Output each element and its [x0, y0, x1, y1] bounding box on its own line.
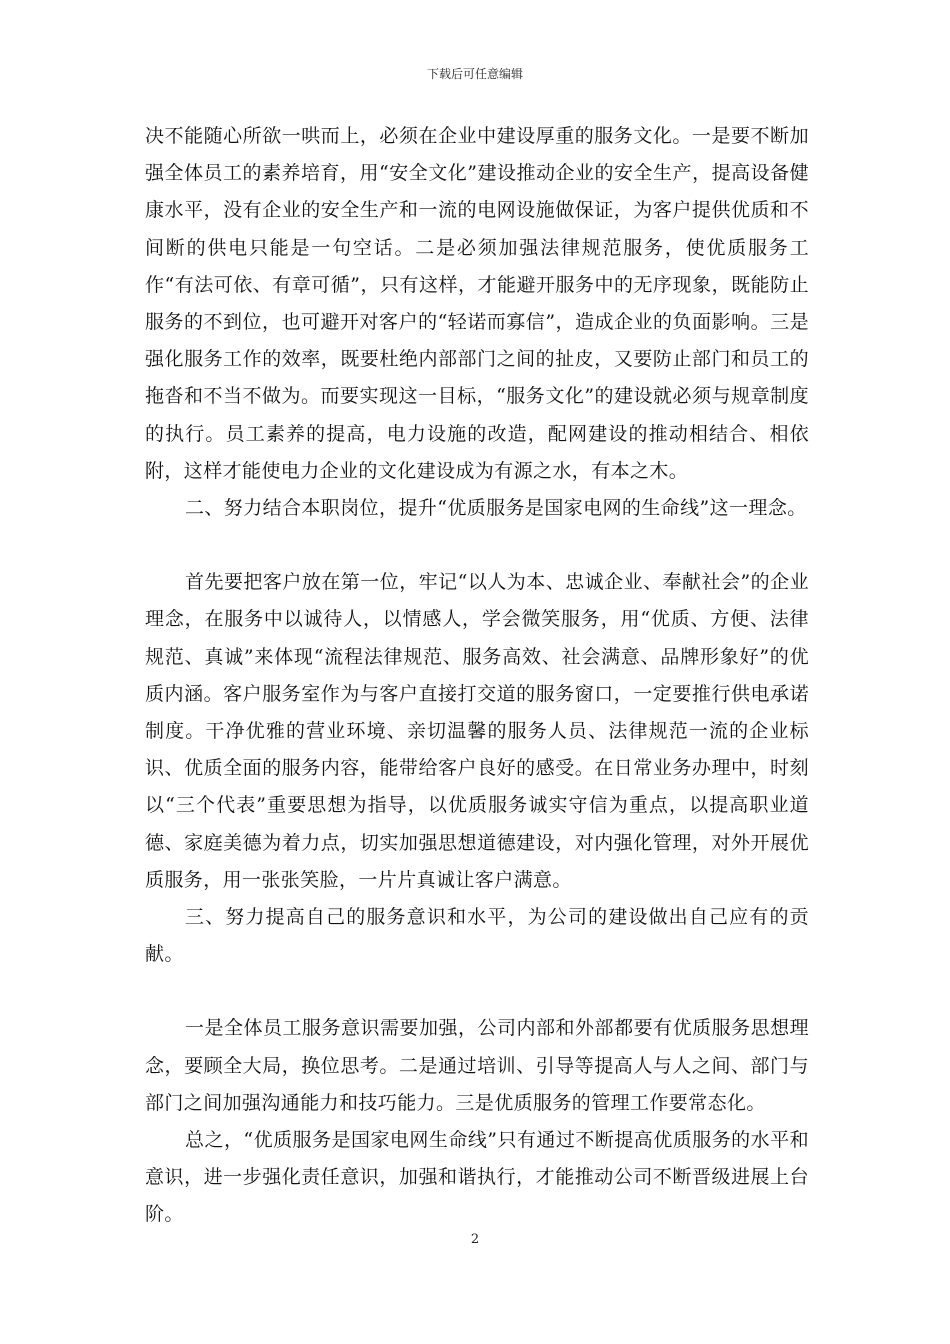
paragraph-service-culture: 决不能随心所欲一哄而上，必须在企业中建设厚重的服务文化。一是要不断加强全体员工的素养培育，用“安全文化”建设推动企业的安全生产，提高设备健康水平，没有企业的安全生产和一流的电网设施做保证，为客户提供优质和不间断的供电只能是一句空话。二是必须加强法律规范服务，使优质服务工作“有法可依、有章可循”，只有这样，才能避开服务中的无序现象，既能防止服务的不到位，也可避开对客户的“轻诺而寡信”，造成企业的负面影响。三是强化服务工作的效率，既要杜绝内部部门之间的扯皮，又要防止部门和员工的拖沓和不当不做为。而要实现这一目标，“服务文化”的建设就必须与规章制度的执行。员工素养的提高，电力设施的改造，配网建设的推动相结合、相依附，这样才能使电力企业的文化建设成为有源之水，有本之木。	[145, 125, 809, 482]
page-number: 2	[470, 1232, 480, 1247]
paragraph-service-awareness: 一是全体员工服务意识需要加强，公司内部和外部都要有优质服务思想理念，要顾全大局，换位思考。二是通过培训、引导等提高人与人之间、部门与部门之间加强沟通能力和技巧能力。三是优质服务的管理工作要常态化。	[145, 1017, 809, 1114]
paragraph-customer-first: 首先要把客户放在第一位，牢记“以人为本、忠诚企业、奉献社会”的企业理念，在服务中以诚待人，以情感人，学会微笑服务，用“优质、方便、法律规范、真诚”来体现“流程法律规范、服务高效、社会满意、品牌形象好”的优质内涵。客户服务室作为与客户直接打交道的服务窗口，一定要推行供电承诺制度。干净优雅的营业环境、亲切温馨的服务人员、法律规范一流的企业标识、优质全面的服务内容，能带给客户良好的感受。在日常业务办理中，时刻以“三个代表”重要思想为指导，以优质服务诚实守信为重点，以提高职业道德、家庭美德为着力点，切实加强思想道德建设，对内强化管理，对外开展优质服务，用一张张笑脸，一片片真诚让客户满意。	[145, 571, 809, 891]
section-heading-3: 三、努力提高自己的服务意识和水平，为公司的建设做出自己应有的贡献。	[145, 906, 809, 966]
document-body	[145, 118, 809, 1234]
section-heading-2: 二、努力结合本职岗位，提升“优质服务是国家电网的生命线”这一理念。	[185, 497, 807, 520]
paragraph-conclusion: 总之，“优质服务是国家电网生命线”只有通过不断提高优质服务的水平和意识，进一步强化责任意识，加强和谐执行，才能推动公司不断晋级进展上台阶。	[145, 1129, 809, 1226]
page-header: 下载后可任意编辑	[426, 67, 523, 81]
